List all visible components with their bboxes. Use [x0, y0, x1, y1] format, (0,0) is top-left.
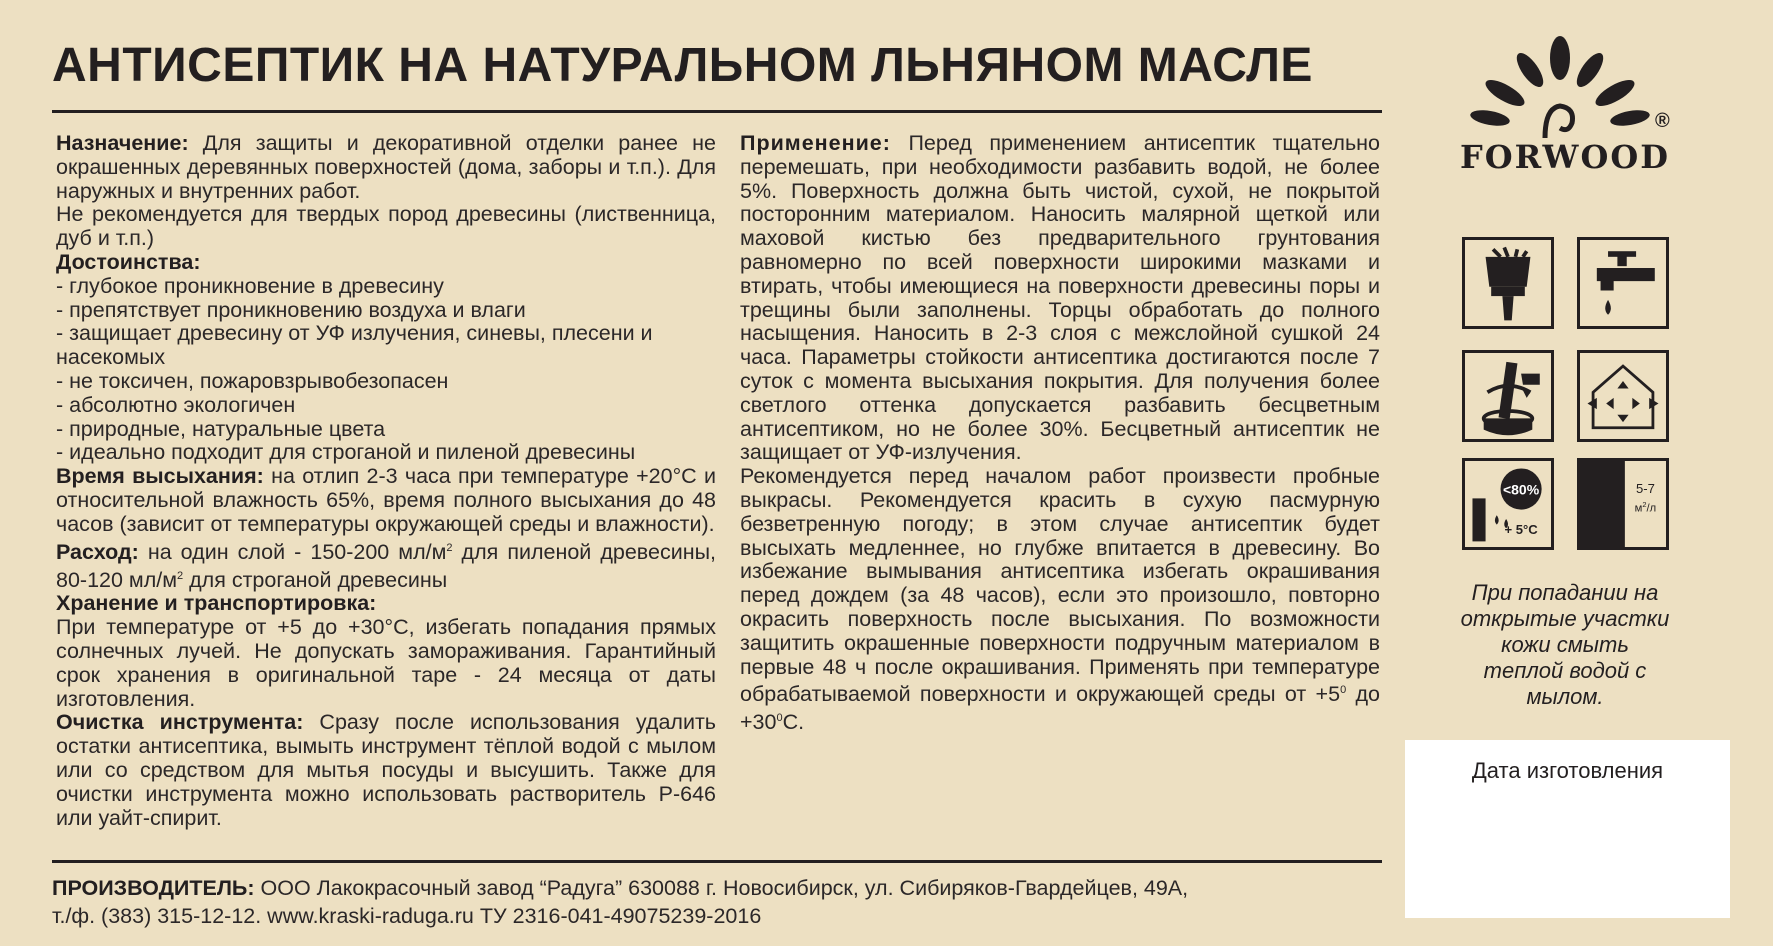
- superscript: 2: [446, 541, 453, 554]
- right-column: [740, 132, 1380, 735]
- advantages-label: Достоинства:: [56, 249, 201, 274]
- drying-text: на отлип 2-3 часа при температуре +20°С и относительной влажность 65%, время полного высыхания до 48 часов (зависит от температуры окружающей среды и влажности).: [56, 464, 716, 536]
- coverage-value: 5-7: [1635, 480, 1655, 496]
- coverage-icon: [1577, 458, 1669, 550]
- list-item: - идеально подходит для строганой и пиленой древесины: [56, 440, 636, 465]
- coverage-unit-sup: 2: [1642, 499, 1647, 509]
- storage-label: Хранение и транспортировка:: [56, 591, 377, 616]
- list-item: - глубокое проникновение в древесину: [56, 273, 444, 298]
- storage-text: При температуре от +5 до +30°С, избегать попадания прямых солнечных лучей. Не допускать замораживания. Гарантийный срок хранения в оригинальной таре - 24 месяца от даты изготовления.: [56, 615, 716, 711]
- coverage-unit-base: м: [1634, 502, 1643, 515]
- not-recommended-text: Не рекомендуется для твердых пород древесины (лиственница, дуб и т.п.): [56, 202, 716, 251]
- brush-icon: [1462, 237, 1554, 329]
- superscript: 0: [776, 712, 783, 725]
- product-title: АНТИСЕПТИК НА НАТУРАЛЬНОМ ЛЬНЯНОМ МАСЛЕ: [52, 39, 1313, 92]
- temperature-humidity-icon: [1462, 458, 1554, 550]
- cleaning-label: Очистка инструмента:: [56, 710, 304, 735]
- cleaning-paragraph: [56, 711, 716, 830]
- consumption-text: на один слой - 150-200 мл/м: [138, 539, 447, 564]
- purpose-paragraph: [56, 132, 716, 203]
- consumption-label: Расход:: [56, 539, 139, 564]
- application-label: Применение:: [740, 131, 891, 155]
- list-item: - защищает древесину от УФ излучения, синевы, плесени и насекомых: [56, 321, 653, 370]
- list-item: - природные, натуральные цвета: [56, 416, 386, 441]
- purpose-label: Назначение:: [56, 131, 189, 155]
- coverage-unit: [1635, 500, 1657, 515]
- humidity-label: <80%: [1502, 481, 1540, 498]
- footer: [52, 874, 1382, 930]
- list-item: - препятствует проникновению воздуха и влаги: [56, 297, 526, 322]
- purpose-text: Для защиты и декоративной отделки ранее не окрашенных деревянных поверхностей (дома, заборы и т.п.). Для наружных и внутренних работ.: [56, 131, 716, 203]
- stir-icon: [1462, 350, 1554, 442]
- recommend-text: до +30: [740, 682, 1380, 735]
- brand-name: FORWOOD: [1460, 138, 1670, 176]
- list-item: - не токсичен, пожаровзрывобезопасен: [56, 368, 449, 393]
- manufacturer-text: ООО Лакокрасочный завод “Радуга” 630088 г. Новосибирск, ул. Сибиряков-Гвардейцев, 49А,: [254, 876, 1189, 900]
- registered-mark: ®: [1655, 110, 1670, 132]
- superscript: 2: [177, 569, 184, 582]
- water-tap-icon: [1577, 237, 1669, 329]
- contacts-line: т./ф. (383) 315-12-12. www.kraski-raduga.ru ТУ 2316-041-49075239-2016: [52, 904, 762, 928]
- temperature-label: + 5°C: [1504, 521, 1538, 537]
- recommend-text: С.: [782, 710, 805, 735]
- cleaning-text: Сразу после использования удалить остатки антисептика, вымыть инструмент тёплой водой с мылом или со средством для мытья посуды и высушить. Также для очистки инструмента можно использовать растворитель Р-646 или уайт-спирит.: [56, 710, 717, 830]
- manufacturer-line: [52, 874, 1382, 902]
- top-divider: [52, 110, 1382, 113]
- consumption-text: для строганой древесины: [183, 567, 448, 592]
- skin-contact-warning: При попадании на открытые участки кожи смыть теплой водой с мылом.: [1460, 580, 1670, 709]
- manufacture-date-box: [1405, 740, 1730, 918]
- house-interior-exterior-icon: [1577, 350, 1669, 442]
- recommend-paragraph: [740, 465, 1380, 735]
- consumption-paragraph: [56, 537, 716, 593]
- manufacturer-label: ПРОИЗВОДИТЕЛЬ:: [52, 876, 255, 900]
- superscript: 0: [1340, 684, 1347, 697]
- coverage-unit-tail: /л: [1646, 502, 1657, 515]
- left-column: [56, 132, 716, 830]
- drying-paragraph: [56, 465, 716, 536]
- drying-label: Время высыхания:: [56, 464, 264, 489]
- list-item: - абсолютно экологичен: [56, 392, 296, 417]
- recommend-text: Рекомендуется перед началом работ произвести пробные выкрасы. Рекомендуется красить в сухую пасмурную безветренную погоду; в этом случае антисептик будет высыхать медленнее, но глубже впитается в древесину. Во избежание вымывания антисептика избегать окрашивания перед дождем (за 48 часов), если это произошло, повторно окрасить поверхность после высыхания. По возможности защитить окрашенные поверхности подручным материалом в первые 48 ч после окрашивания. Применять при температуре обрабатываемой поверхности и окружающей среды от +5: [740, 464, 1380, 707]
- manufacture-date-label: Дата изготовления: [1471, 758, 1664, 783]
- application-text: Перед применением антисептик тщательно перемешать, при необходимости разбавить водой, не более 5%. Поверхность должна быть чистой, сухой, не покрытой посторонним материалом. Наносить малярной щеткой или маховой кистью без предварительного грунтования равномерно по всей поверхности широкими мазками и втирать, чтобы имеющиеся на поверхности древесины поры и трещины были заполнены. Торцы обработать до полного насыщения. Наносить в 2-3 слоя с межслойной сушкой 24 часа. Параметры стойкости антисептика достигаются после 7 суток с момента высыхания покрытия. Для получения более светлого оттенка допускается разбавить бесцветным антисептиком, но не более 30%. Бесцветный антисептик не защищает от УФ-излучения.: [740, 131, 1380, 465]
- application-paragraph: [740, 132, 1380, 465]
- consumption-text: для пиленой древесины, 80-120 мл/м: [56, 539, 717, 592]
- bottom-divider: [52, 860, 1382, 863]
